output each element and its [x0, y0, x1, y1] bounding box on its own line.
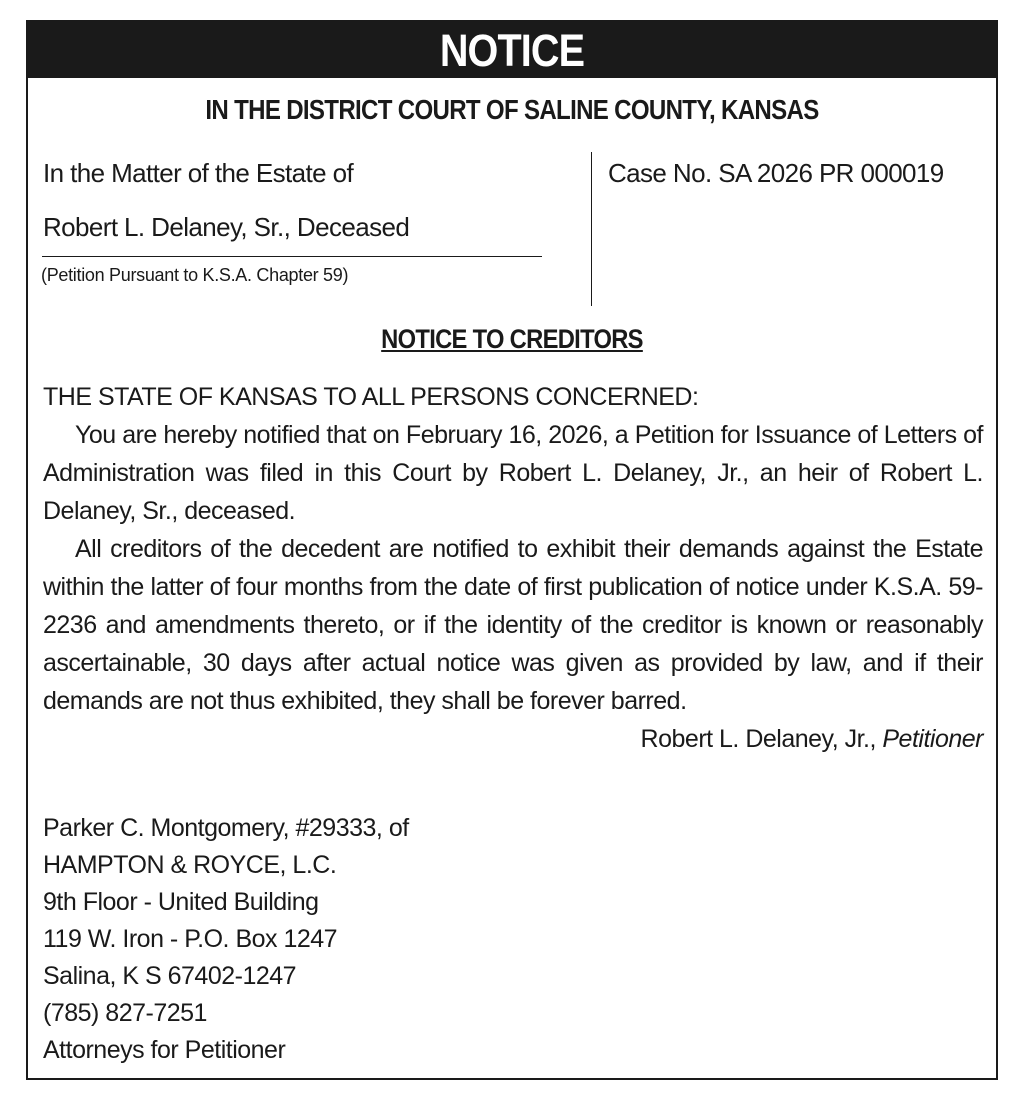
attorney-line: (785) 827-7251 — [43, 999, 207, 1027]
matter-line-1: In the Matter of the Estate of — [43, 158, 354, 188]
paragraph-creditors: All creditors of the decedent are notified to exhibit their demands against the Estate within the latter of four months from the date of first publication of notice under K.S.A. 59-2236 and amendments thereto, or if the identity of the creditor is known or reasonably ascertainable, 30 days after actual notice was given as provided by law, and if their demands are not thus exhibited, they shall be forever barred. — [43, 535, 983, 715]
notice-frame — [26, 20, 998, 1080]
notice-body — [43, 378, 983, 758]
case-number: Case No. SA 2026 PR 000019 — [608, 158, 944, 188]
notice-heading: NOTICE TO CREDITORS — [381, 324, 643, 354]
attorney-line: HAMPTON & ROYCE, L.C. — [43, 851, 337, 879]
salutation: THE STATE OF KANSAS TO ALL PERSONS CONCERNED: — [43, 383, 699, 411]
signature-line — [43, 720, 983, 758]
attorney-line: Salina, K S 67402-1247 — [43, 962, 297, 990]
notice-banner — [28, 22, 996, 78]
attorney-block — [43, 810, 643, 1069]
attorney-line: 119 W. Iron - P.O. Box 1247 — [43, 925, 338, 953]
signer-name: Robert L. Delaney, Jr., — [640, 725, 883, 753]
signer-role: Petitioner — [882, 725, 983, 753]
caption-vertical-divider — [591, 152, 592, 306]
attorney-line: Parker C. Montgomery, #29333, of — [43, 814, 409, 842]
notice-title: NOTICE — [439, 25, 585, 76]
caption-divider — [42, 256, 542, 257]
attorney-line: 9th Floor - United Building — [43, 888, 319, 916]
paragraph-petition: You are hereby notified that on February 16, 2026, a Petition for Issuance of Letters of Administration was filed in this Court by Robert L. Delaney, Jr., an heir of Robert L. Delaney, Sr., deceased. — [43, 421, 983, 525]
attorney-line: Attorneys for Petitioner — [43, 1036, 286, 1064]
matter-line-2: Robert L. Delaney, Sr., Deceased — [43, 212, 410, 242]
court-name: IN THE DISTRICT COURT OF SALINE COUNTY, KANSAS — [205, 94, 819, 125]
petition-note: (Petition Pursuant to K.S.A. Chapter 59) — [41, 265, 349, 285]
